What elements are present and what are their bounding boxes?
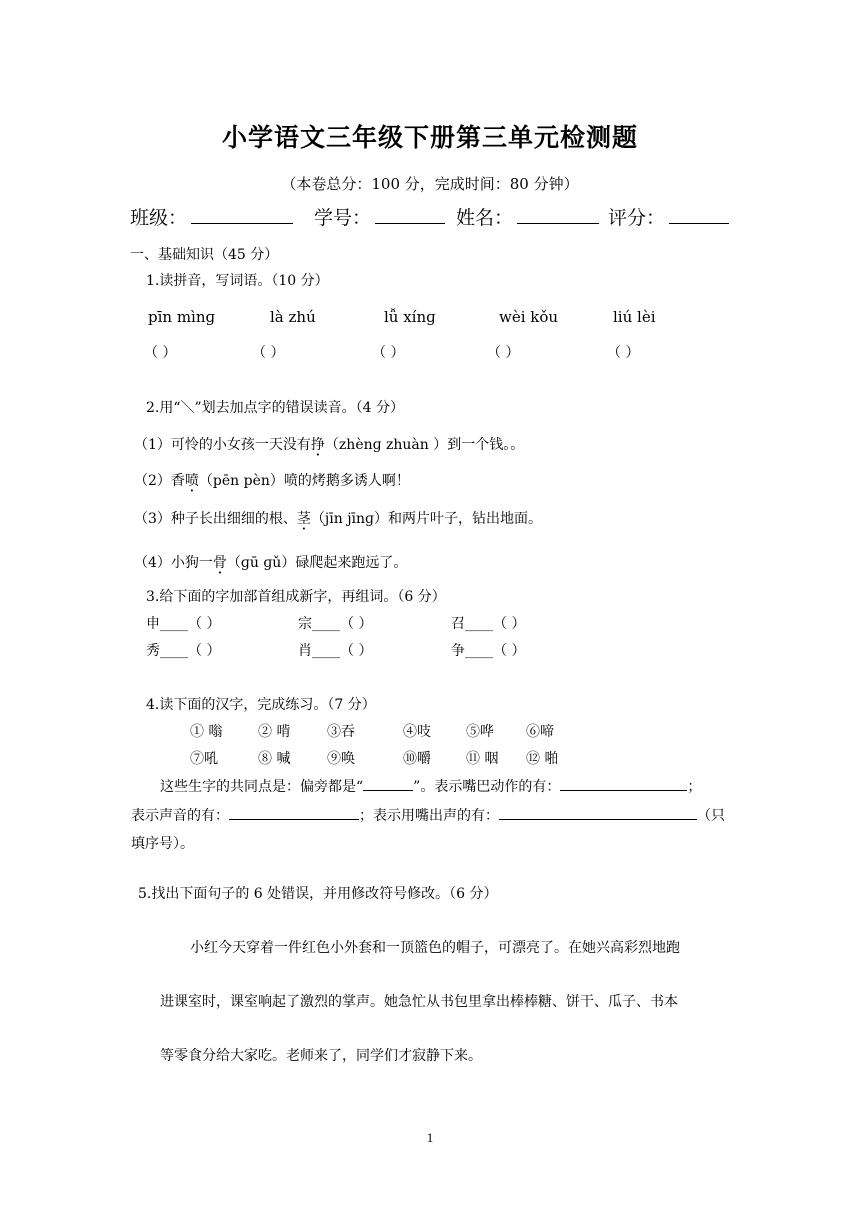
fill-text: ；	[687, 779, 702, 795]
question-5-heading: 5.找出下面句子的 6 处错误，并用修改符号修改。（6 分）	[138, 886, 498, 902]
char-item: ⑨唤	[327, 751, 355, 767]
name-blank	[517, 203, 599, 224]
page-title: 小学语文三年级下册第三单元检测题	[221, 123, 638, 152]
pinyin-item: lǚ xínɡ	[384, 308, 436, 326]
passage-line: 等零食分给大家吃。老师来了，同学们才寂静下来。	[160, 1048, 482, 1064]
student-id-label: 学号：	[314, 207, 372, 229]
score-field	[608, 203, 729, 230]
passage-line: 小红今天穿着一件红色小外套和一顶篮色的帽子，可漂亮了。在她兴高彩烈地跑	[190, 940, 680, 956]
mouth-sound-blank	[499, 819, 697, 820]
page-number: 1	[426, 1130, 434, 1145]
pinyin-item: liú lèi	[613, 308, 656, 326]
name-label: 姓名：	[456, 207, 514, 229]
question-3-heading: 3.给下面的字加部首组成新字，再组词。（6 分）	[146, 589, 446, 605]
fill-text: 这些生字的共同点是：偏旁都是	[160, 779, 356, 795]
item-text: （ɡū ɡǔ）碌爬起来跑远了。	[226, 555, 408, 571]
question-2-item	[134, 552, 407, 572]
dotted-char: 骨	[212, 555, 227, 571]
quote-mark: “	[356, 779, 364, 795]
item-text: （jīn jīnɡ）和两片叶子，钻出地面。	[310, 511, 543, 527]
answer-bracket: （ ）	[144, 345, 177, 361]
score-blank	[669, 203, 729, 224]
fill-text: ；表示用嘴出声的有：	[359, 808, 499, 824]
pinyin-item: pīn mìnɡ	[148, 308, 216, 326]
student-id-field	[314, 203, 445, 230]
fill-line	[160, 776, 701, 796]
class-field	[130, 203, 293, 230]
answer-bracket: （ ）	[252, 345, 285, 361]
radical-item: 肖____（ ）	[298, 643, 373, 659]
char-item: ⑦吼	[190, 751, 218, 767]
question-4-heading: 4.读下面的汉字，完成练习。（7 分）	[146, 697, 376, 713]
char-item: ④吱	[403, 724, 431, 740]
radical-item: 召____（ ）	[451, 616, 526, 632]
item-text: （2）香	[134, 473, 185, 489]
answer-bracket: （ ）	[607, 345, 640, 361]
fill-text: 表示声音的有：	[131, 808, 229, 824]
radical-item: 秀____（ ）	[146, 643, 221, 659]
question-2-item	[134, 470, 410, 490]
sound-blank	[229, 819, 359, 820]
student-id-blank	[375, 203, 445, 224]
item-text: （1）可怜的小女孩一天没有	[134, 437, 311, 453]
dotted-char: 喷	[184, 473, 199, 489]
char-item: ② 啃	[258, 724, 291, 740]
char-item: ③吞	[327, 724, 355, 740]
char-item: ① 嗡	[190, 724, 223, 740]
question-2-item	[134, 434, 524, 454]
item-text: （3）种子长出细细的根、	[134, 511, 297, 527]
char-item: ⑧ 喊	[258, 751, 291, 767]
class-blank	[191, 203, 293, 224]
char-item: ⑪ 咽	[466, 751, 499, 767]
dotted-char: 茎	[296, 511, 311, 527]
item-text: （4）小狗一	[134, 555, 213, 571]
radical-item: 宗____（ ）	[298, 616, 373, 632]
radical-blank	[363, 790, 413, 791]
exam-subtitle: （本卷总分：100 分，完成时间：80 分钟）	[281, 175, 579, 193]
section-heading: 一、基础知识（45 分）	[130, 247, 279, 263]
answer-bracket: （ ）	[487, 345, 520, 361]
char-item: ⑥啼	[526, 724, 554, 740]
pinyin-item: là zhú	[270, 308, 316, 326]
item-text: （zhènɡ zhuàn ）到一个钱。。	[324, 437, 525, 453]
char-item: ⑫ 啪	[526, 751, 559, 767]
fill-text: 填序号）。	[131, 836, 194, 852]
char-item: ⑤哗	[466, 724, 494, 740]
passage-line: 进课室时，课室响起了激烈的掌声。她急忙从书包里拿出棒棒糖、饼干、瓜子、书本	[160, 994, 678, 1010]
question-2-item	[134, 508, 542, 528]
fill-text: （只	[697, 808, 725, 824]
fill-line	[131, 805, 725, 825]
question-1-heading: 1.读拼音，写词语。（10 分）	[146, 273, 329, 289]
char-item: ⑩嚼	[403, 751, 431, 767]
class-label: 班级：	[130, 207, 188, 229]
question-2-heading: 2.用“＼”划去加点字的错误读音。（4 分）	[146, 400, 405, 416]
score-label: 评分：	[608, 207, 666, 229]
pinyin-item: wèi kǒu	[499, 308, 559, 326]
dotted-char: 挣	[310, 437, 325, 453]
radical-item: 申____（ ）	[146, 616, 221, 632]
fill-text: 。表示嘴巴动作的有：	[420, 779, 561, 795]
name-field	[456, 203, 599, 230]
mouth-action-blank	[560, 790, 687, 791]
quote-mark: ”	[413, 779, 421, 795]
item-text: （pēn pèn）喷的烤鹅多诱人啊！	[198, 473, 410, 489]
answer-bracket: （ ）	[372, 345, 405, 361]
radical-item: 争____（ ）	[451, 643, 526, 659]
